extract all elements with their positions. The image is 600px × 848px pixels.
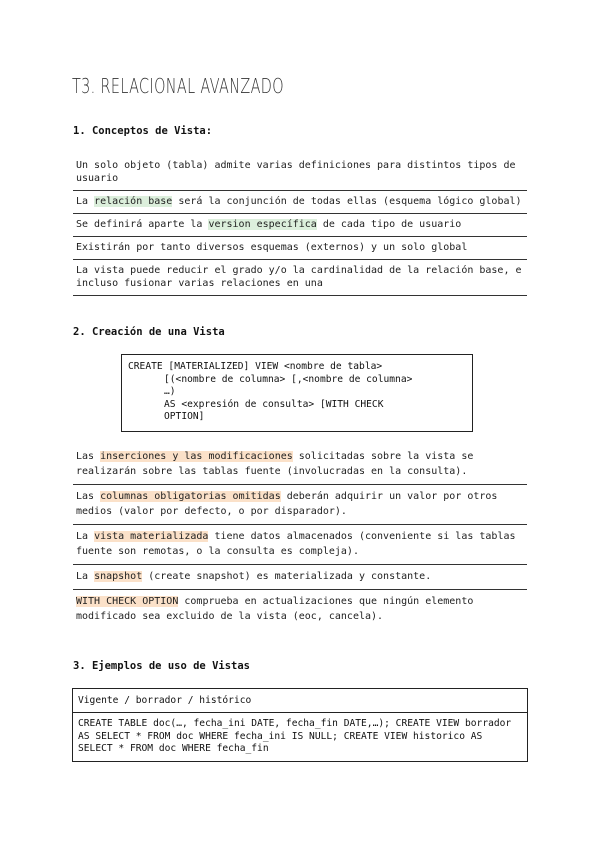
examples-table [72,688,528,762]
highlight: columnas obligatorias omitidas [100,491,281,502]
section-heading-ejemplos: 3. Ejemplos de uso de Vistas [73,660,251,672]
creacion-list [73,445,527,629]
list-item: La vista materializada tiene datos almacenados (conveniente si las tablas fuente son remotas, o la consulta es compleja). [73,525,527,565]
page-title: T3. RELACIONAL AVANZADO [72,74,284,98]
section-heading-creacion: 2. Creación de una Vista [73,326,225,338]
list-item: Las columnas obligatorias omitidas deberán adquirir un valor por otros medios (valor por defecto, o por disparador). [73,485,527,525]
section-heading-conceptos: 1. Conceptos de Vista: [73,125,213,137]
list-item: La vista puede reducir el grado y/o la cardinalidad de la relación base, e incluso fusionar varias relaciones en una [73,260,527,296]
table-row: CREATE TABLE doc(…, fecha_ini DATE, fecha_fin DATE,…); CREATE VIEW borrador AS SELECT * FROM doc WHERE fecha_ini IS NULL; CREATE VIEW historico AS SELECT * FROM doc WHERE fecha_fin [78,718,512,755]
list-item: Un solo objeto (tabla) admite varias definiciones para distintos tipos de usuario [73,155,527,191]
highlight: vista materializada [94,531,209,542]
highlight: snapshot [94,571,143,582]
list-item: Existirán por tanto diversos esquemas (externos) y un solo global [73,237,527,260]
list-item: WITH CHECK OPTION comprueba en actualizaciones que ningún elemento modificado sea excluido de la vista (eoc, cancela). [76,596,474,622]
code-block: CREATE [MATERIALIZED] VIEW <nombre de tabla> [(<nombre de columna> [,<nombre de columna> …) AS <expresión de consulta> [WITH CHECK OPTION] [121,354,473,432]
conceptos-list [73,155,527,296]
list-item: La snapshot (create snapshot) es materializada y constante. [73,565,527,590]
table-header: Vigente / borrador / histórico [73,689,527,713]
list-item: La relación base será la conjunción de todas ellas (esquema lógico global) [73,191,527,214]
highlight: version específica [208,219,317,230]
highlight: inserciones y las modificaciones [100,451,293,462]
list-item: Se definirá aparte la version específica de cada tipo de usuario [73,214,527,237]
highlight: relación base [94,196,173,207]
highlight: WITH CHECK OPTION [76,596,179,607]
list-item: Las inserciones y las modificaciones solicitadas sobre la vista se realizarán sobre las tablas fuente (involucradas en la consulta). [73,445,527,485]
